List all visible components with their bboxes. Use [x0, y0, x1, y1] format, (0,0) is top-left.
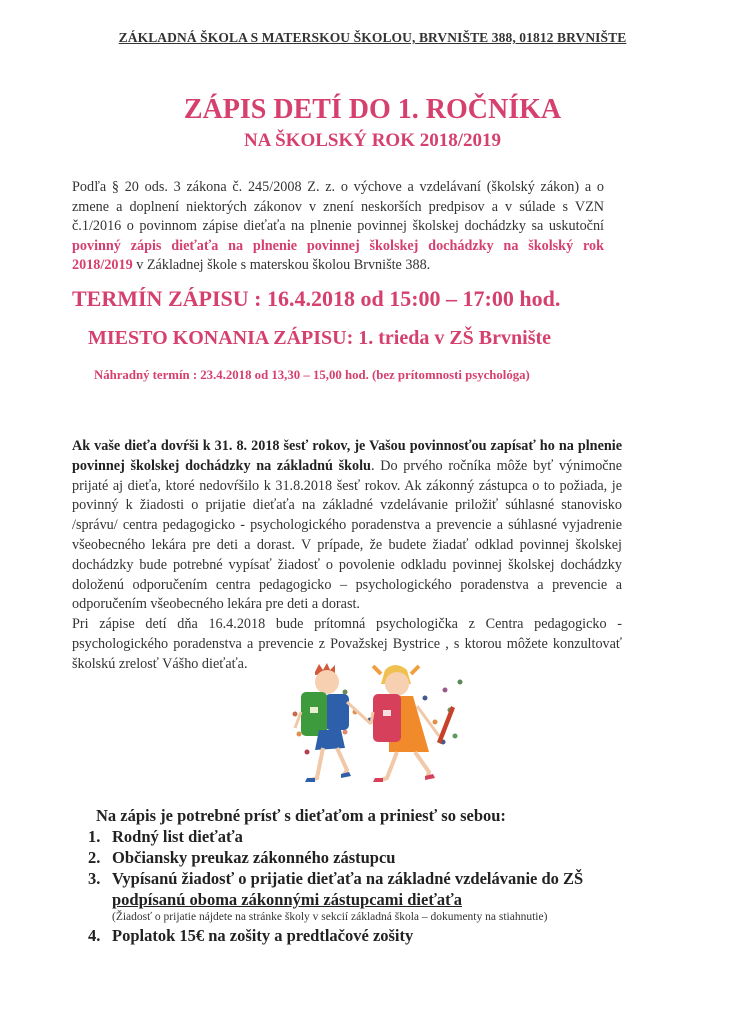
- requirements-heading: Na zápis je potrebné prísť s dieťaťom a priniesť so sebou:: [96, 806, 506, 825]
- info-paragraph-1: [72, 437, 622, 615]
- list-item-text: Vypísanú žiadosť o prijatie dieťaťa na základné vzdelávanie do ZŠ: [112, 869, 584, 888]
- list-number: 2.: [88, 848, 101, 867]
- page-subtitle: NA ŠKOLSKÝ ROK 2018/2019: [243, 130, 502, 151]
- school-header: ZÁKLADNÁ ŠKOLA S MATERSKOU ŠKOLOU, BRVNIŠTE 388, 01812 BRVNIŠTE: [118, 30, 627, 45]
- list-number: 3.: [88, 869, 101, 888]
- boy-figure-icon: [295, 663, 371, 782]
- list-item-text: Rodný list dieťaťa: [112, 827, 243, 846]
- intro-highlight: povinný zápis dieťaťa na plnenie povinnej školskej dochádzky na školský rok 2018/2019: [72, 237, 604, 273]
- list-item-text: Občiansky preukaz zákonného zástupcu: [112, 848, 396, 867]
- girl-figure-icon: [371, 665, 455, 782]
- alternate-term: Náhradný termín : 23.4.2018 od 13,30 – 15,00 hod. (bez prítomnosti psychológa): [94, 368, 530, 382]
- enrollment-term: TERMÍN ZÁPISU : 16.4.2018 od 15:00 – 17:00 hod.: [72, 286, 561, 311]
- info-paragraph-2: Pri zápise detí dňa 16.4.2018 bude prítomná psychologička z Centra pedagogicko - psychologického poradenstva a prevencie z Považskej Bystrice , s ktorou môžete konzultovať školskú zrelosť Vášho dieťaťa.: [72, 616, 622, 672]
- enrollment-place: MIESTO KONANIA ZÁPISU: 1. trieda v ZŠ Brvnište: [88, 327, 552, 349]
- page-title: ZÁPIS DETÍ DO 1. ROČNÍKA: [183, 94, 562, 125]
- info-bold-lead: Ak vaše dieťa dovŕši k 31. 8. 2018 šesť rokov, je Vašou povinnosťou zapísať ho na plnenie povinnej školskej dochádzky na základnú školu: [72, 438, 622, 474]
- info-section: [72, 437, 622, 675]
- list-item-underlined: podpísanú oboma zákonnými zástupcami dieťaťa: [112, 890, 463, 909]
- info-text-1: . Do prvého ročníka môže byť výnimočne prijaté aj dieťa, ktoré nedovŕšilo k 31.8.2018 šesť rokov. Ak zákonný zástupca o to požiada, je povinný k žiadosti o prijatie dieťaťa na základné vzdelávanie priložiť súhlasné stanovisko /správu/ centra pedagogicko - psychologického poradenstva a prevencie a súhlasné vyjadrenie všeobecného lekára pre deti a dorast. V prípade, že budete žiadať odklad povinnej školskej dochádzky bude potrebné vypísať žiadosť o povolenie odkladu povinnej školskej dochádzky doloženú odporučením centra pedagogicko – psychologického poradenstva a prevencie a odporučením všeobecného lekára pre deti a dorast.: [72, 457, 622, 613]
- list-item: [88, 868, 648, 925]
- requirements-list: [88, 826, 648, 946]
- list-item: [88, 826, 648, 847]
- list-item-text: Poplatok 15€ na zošity a predtlačové zošity: [112, 926, 414, 945]
- list-item-note: (Žiadosť o prijatie nájdete na stránke školy v sekcií základná škola – dokumenty na stiahnutie): [112, 911, 548, 923]
- intro-text-after: v Základnej škole s materskou školou Brvnište 388.: [132, 257, 431, 273]
- intro-text-before: Podľa § 20 ods. 3 zákona č. 245/2008 Z. z. o výchove a vzdelávaní (školský zákon) a o zmene a doplnení niektorých zákonov v znení neskorších predpisov a v súlade s VZN č.1/2016 o povinnom zápise dieťaťa na plnenie povinnej školskej dochádzky sa uskutoční: [72, 179, 604, 234]
- list-number: 4.: [88, 926, 101, 945]
- list-item: [88, 847, 648, 868]
- list-item: [88, 925, 648, 946]
- children-with-backpacks-illustration: [285, 662, 465, 792]
- intro-paragraph: [72, 178, 604, 276]
- list-number: 1.: [88, 827, 101, 846]
